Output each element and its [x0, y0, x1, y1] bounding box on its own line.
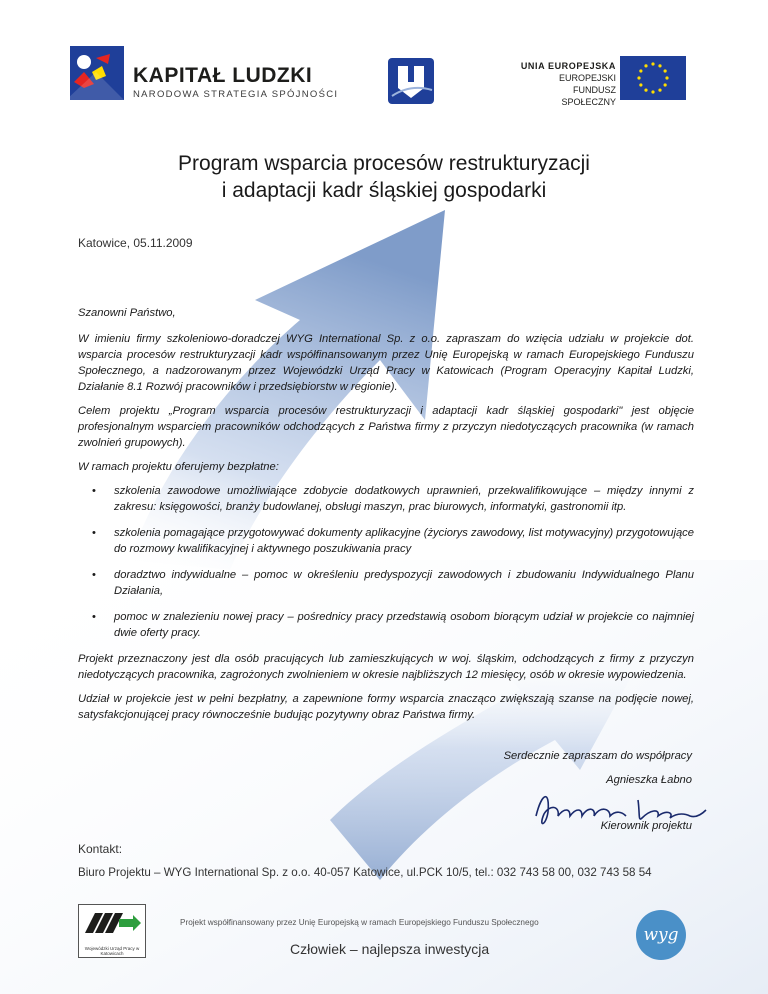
paragraph-goal: Celem projektu „Program wsparcia procesów restrukturyzacji i adaptacji kadr śląskiej gospodarki" jest objęcie profesjonalnym wsparciem pracowników odchodzących z Państwa firmy z przyczyn niedotyczących pracownika (w ramach zwolnień grupowych). — [78, 405, 694, 449]
eu-star-icon — [664, 69, 667, 72]
paragraph-benefits: Udział w projekcie jest w pełni bezpłatny, a zapewnione formy wsparcia znacząco zwiększają szanse na podjęcie nowej, satysfakcjonującej pracy równocześnie budując pozytywny obraz Państwa firmy. — [78, 693, 694, 721]
list-item-text: doradztwo indywidualne – pomoc w określeniu predyspozycji zawodowych i zbudowaniu Indywidualnego Planu Działania, — [114, 569, 694, 597]
greeting: Szanowni Państwo, — [78, 307, 176, 319]
eu-flag-icon — [620, 56, 686, 100]
eu-star-icon — [651, 90, 654, 93]
eu-star-icon — [644, 89, 647, 92]
eu-star-icon — [658, 64, 661, 67]
center-arrow-logo-icon — [388, 58, 434, 104]
wup-arrows-icon — [79, 905, 143, 941]
closing-line: Serdecznie zapraszam do współpracy — [503, 750, 692, 762]
list-item — [78, 525, 694, 557]
offer-list — [78, 483, 694, 641]
bullet-icon: • — [92, 569, 96, 581]
kapital-ludzki-logo-icon — [66, 42, 126, 104]
title-line-2: i adaptacji kadr śląskiej gospodarki — [221, 179, 547, 202]
signer-name: Agnieszka Łabno — [606, 774, 692, 786]
list-item-text: szkolenia pomagające przygotowywać dokumenty aplikacyjne (życiorys zawodowy, list motywacyjny) przygotowujące do rozmowy kwalifikacyjnej i aktywnego poszukiwania pracy — [114, 527, 694, 555]
contact-details: Biuro Projektu – WYG International Sp. z o.o. 40-057 Katowice, ul.PCK 10/5, tel.: 032 743 58 00, 032 743 58 54 — [78, 866, 652, 879]
bullet-icon: • — [92, 527, 96, 539]
paragraph-intro: W imieniu firmy szkoleniowo-doradczej WYG International Sp. z o.o. zapraszam do wzięcia udziału w projekcie dot. wsparcia procesów restrukturyzacji kadr współfinansowanym przez Unię Europejską w ramach Europejskiego Funduszu Społecznego, a nadzorowanym przez Wojewódzki Urząd Pracy w Katowicach (Program Operacyjny Kapitał Ludzki, Działanie 8.1 Rozwój pracowników i przedsiębiorstw w regionie). — [78, 333, 694, 393]
eu-star-icon — [665, 76, 668, 79]
cofinance-note: Projekt współfinansowany przez Unię Europejską w ramach Europejskiego Funduszu Społecznego — [180, 918, 539, 927]
eu-star-icon — [651, 62, 654, 65]
eu-star-icon — [664, 83, 667, 86]
letter-body — [78, 305, 694, 731]
eu-star-icon — [644, 64, 647, 67]
eu-star-icon — [637, 76, 640, 79]
wyg-logo-text: wyg — [643, 925, 679, 945]
contact-label: Kontakt: — [78, 842, 123, 856]
eu-logo-line3: FUNDUSZ SPOŁECZNY — [561, 85, 616, 107]
paragraph-offer-intro: W ramach projektu oferujemy bezpłatne: — [78, 461, 279, 473]
wup-logo-text: Wojewódzki Urząd Pracy w Katowicach — [84, 946, 140, 956]
eu-star-icon — [639, 69, 642, 72]
footer-slogan: Człowiek – najlepsza inwestycja — [290, 941, 490, 957]
page-title — [0, 150, 768, 204]
eu-logo-text — [520, 60, 616, 108]
list-item-text: szkolenia zawodowe umożliwiające zdobycie dodatkowych uprawnień, przekwalifikowujące – między innymi z zakresu: księgowości, branży budowlanej, obsługi maszyn, prac biurowych, informatyki, gastronomii itp. — [114, 485, 694, 513]
wyg-logo — [636, 910, 686, 960]
list-item — [78, 483, 694, 515]
letter-date: Katowice, 05.11.2009 — [78, 236, 193, 250]
bullet-icon: • — [92, 485, 96, 497]
kapital-ludzki-logo-subtitle: NARODOWA STRATEGIA SPÓJNOŚCI — [133, 89, 339, 100]
wup-logo — [78, 904, 146, 958]
eu-star-icon — [639, 83, 642, 86]
eu-logo-line1: UNIA EUROPEJSKA — [520, 61, 616, 71]
paragraph-target-group: Projekt przeznaczony jest dla osób pracujących lub zamieszkujących w woj. śląskim, odchodzących z firmy z przyczyn niedotyczących pracownika, zagrożonych zwolnieniem w okresie najbliższych 12 miesięcy, osób w okresie wypowiedzenia. — [78, 653, 694, 681]
list-item-text: pomoc w znalezieniu nowej pracy – pośrednicy pracy przedstawią osobom biorącym udział w projekcie co najmniej dwie oferty pracy. — [114, 611, 694, 639]
eu-logo-line2: EUROPEJSKI — [558, 73, 616, 83]
list-item — [78, 609, 694, 641]
list-item — [78, 567, 694, 599]
title-line-1: Program wsparcia procesów restrukturyzacji — [178, 152, 590, 175]
signer-role: Kierownik projektu — [600, 820, 692, 832]
bullet-icon: • — [92, 611, 96, 623]
kapital-ludzki-logo-title: KAPITAŁ LUDZKI — [133, 64, 313, 87]
eu-star-icon — [658, 89, 661, 92]
